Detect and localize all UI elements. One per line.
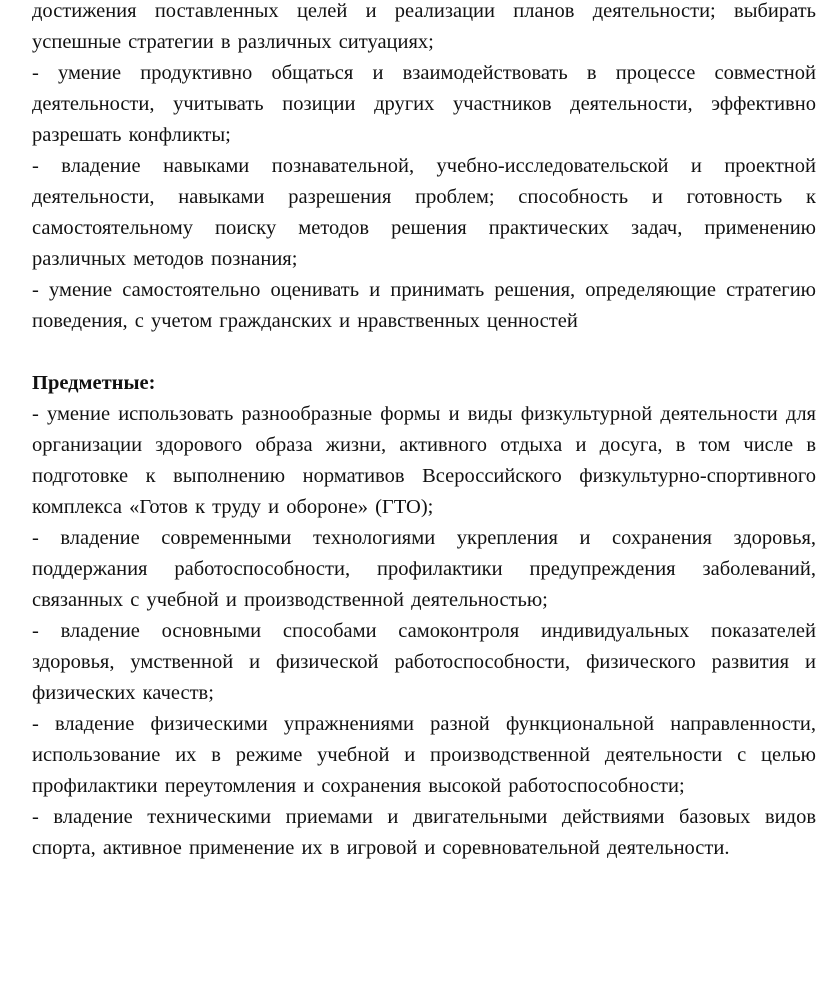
paragraph-sport-techniques: - владение техническими приемами и двигательными действиями базовых видов спорта, активное применение их в игровой и соревновательной деятельности. bbox=[32, 806, 816, 859]
section-spacer bbox=[32, 337, 816, 368]
paragraph-decision-making: - умение самостоятельно оценивать и принимать решения, определяющие стратегию поведения, с учетом гражданских и нравственных ценностей bbox=[32, 279, 816, 332]
paragraph-goals-strategies: достижения поставленных целей и реализации планов деятельности; выбирать успешные стратегии в различных ситуациях; bbox=[32, 0, 816, 53]
paragraph-research-skills: - владение навыками познавательной, учебно-исследовательской и проектной деятельности, навыками разрешения проблем; способность и готовность к самостоятельному поиску методов решения практических задач, применению различных методов познания; bbox=[32, 155, 816, 270]
document-page bbox=[32, 0, 816, 864]
paragraph-self-control: - владение основными способами самоконтроля индивидуальных показателей здоровья, умственной и физической работоспособности, физического развития и физических качеств; bbox=[32, 620, 816, 704]
paragraph-physical-exercises: - владение физическими упражнениями разной функциональной направленности, использование их в режиме учебной и производственной деятельности с целью профилактики переутомления и сохранения высокой работоспособности; bbox=[32, 713, 816, 797]
paragraph-health-technologies: - владение современными технологиями укрепления и сохранения здоровья, поддержания работоспособности, профилактики предупреждения заболеваний, связанных с учебной и производственной деятельностью; bbox=[32, 527, 816, 611]
paragraph-physical-activity-forms: - умение использовать разнообразные формы и виды физкультурной деятельности для организации здорового образа жизни, активного отдыха и досуга, в том числе в подготовке к выполнению нормативов Всероссийского физкультурно-спортивного комплекса «Готов к труду и обороне» (ГТО); bbox=[32, 403, 816, 518]
paragraph-communication: - умение продуктивно общаться и взаимодействовать в процессе совместной деятельности, учитывать позиции других участников деятельности, эффективно разрешать конфликты; bbox=[32, 62, 816, 146]
section-title-subject: Предметные: bbox=[32, 372, 156, 394]
